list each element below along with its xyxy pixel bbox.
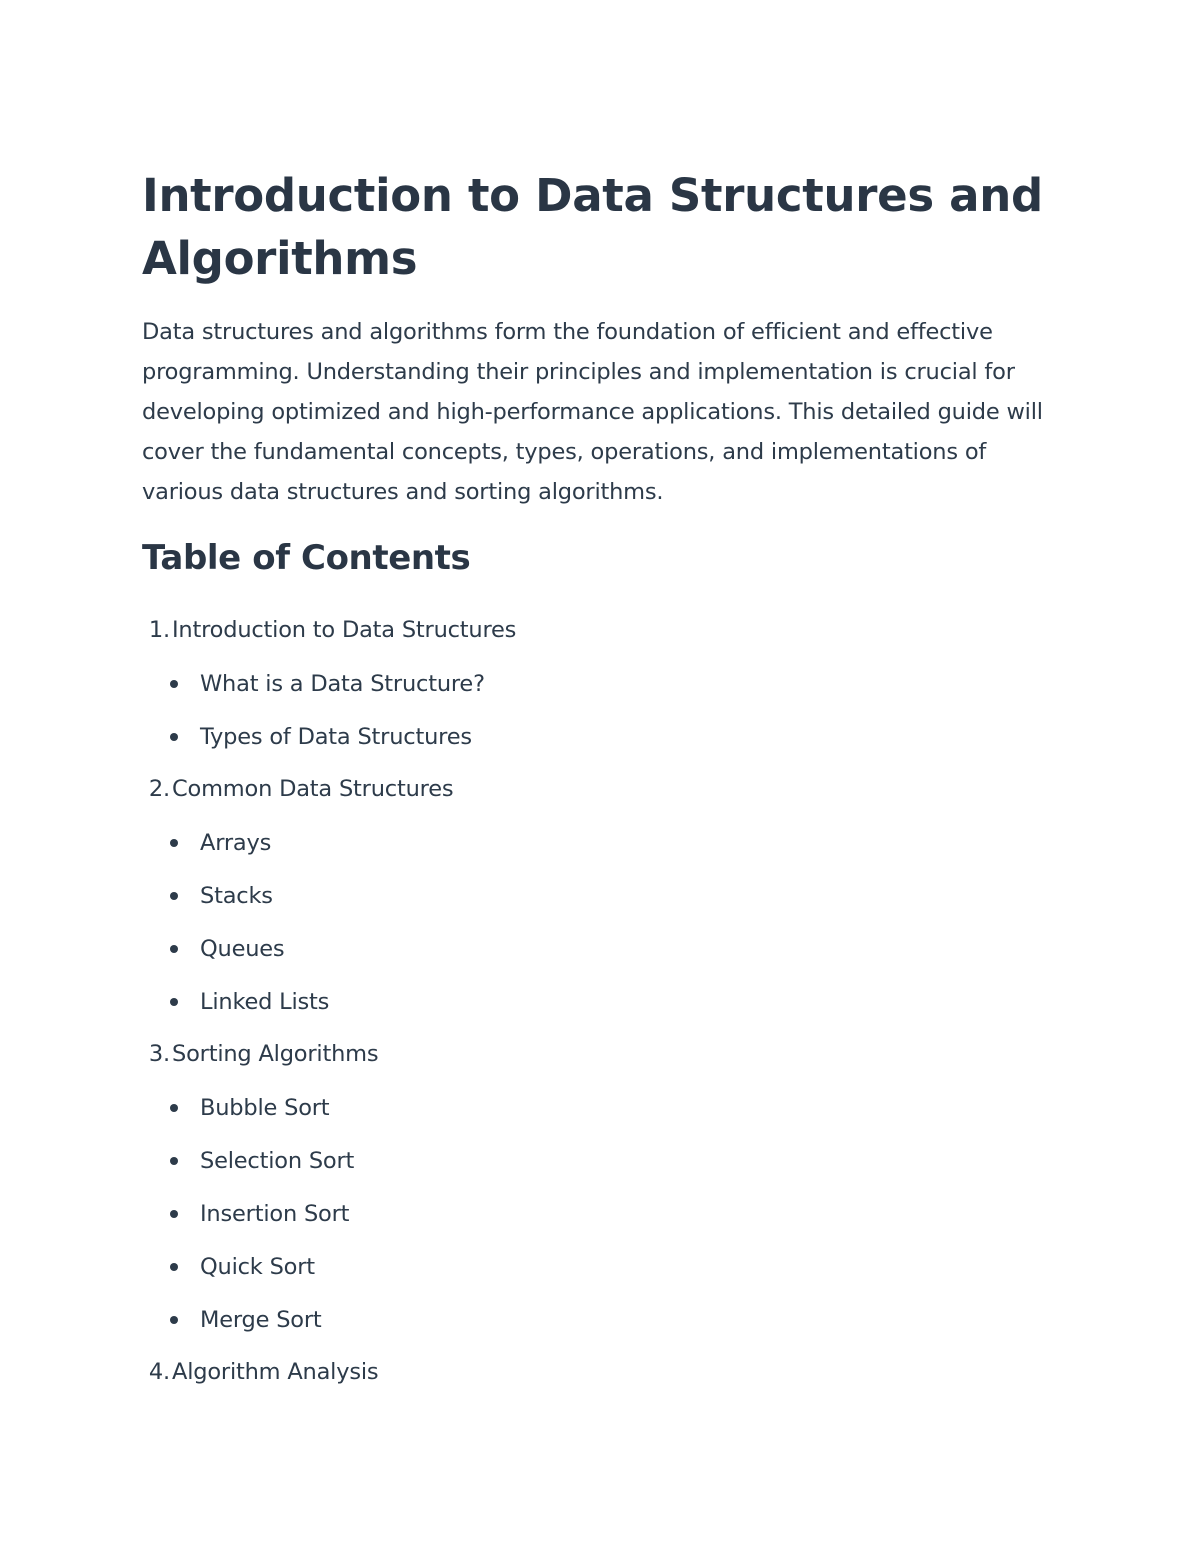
bullet-icon — [170, 1104, 178, 1112]
bullet-icon — [170, 733, 178, 741]
toc-section — [142, 1346, 1072, 1399]
toc-subsection-label: Types of Data Structures — [200, 723, 472, 750]
toc-subsection-label: Stacks — [200, 882, 273, 909]
toc-subsection-label: Quick Sort — [200, 1253, 315, 1280]
toc-subsection-item[interactable] — [142, 869, 1072, 922]
toc-section — [142, 1028, 1072, 1346]
toc-subsection-item[interactable] — [142, 1081, 1072, 1134]
toc-subsection-list — [142, 816, 1072, 1028]
toc-subsection-item[interactable] — [142, 975, 1072, 1028]
toc-subsection-label: Selection Sort — [200, 1147, 355, 1174]
bullet-icon — [170, 892, 178, 900]
bullet-icon — [170, 1316, 178, 1324]
intro-paragraph: Data structures and algorithms form the foundation of efficient and effective programming. Understanding their principles and implementation is crucial for developing optimized and high-performance applications. This detailed guide will cover the fundamental concepts, types, operations, and implementations of various data structures and sorting algorithms. — [142, 319, 1043, 505]
bullet-icon — [170, 680, 178, 688]
toc-subsection-label: What is a Data Structure? — [200, 670, 485, 697]
toc-subsection-label: Bubble Sort — [200, 1094, 330, 1121]
toc-section-label: Algorithm Analysis — [172, 1359, 379, 1385]
toc-subsection-item[interactable] — [142, 1187, 1072, 1240]
bullet-icon — [170, 945, 178, 953]
toc-section-line[interactable] — [142, 1346, 1072, 1399]
toc-subsection-item[interactable] — [142, 816, 1072, 869]
toc-subsection-item[interactable] — [142, 657, 1072, 710]
bullet-icon — [170, 1263, 178, 1271]
toc-section-label: Sorting Algorithms — [172, 1041, 379, 1067]
toc-section-number: 1. — [148, 617, 170, 643]
document-title: Introduction to Data Structures and Algorithms — [142, 169, 1043, 285]
toc-section-line[interactable] — [142, 1028, 1072, 1081]
bullet-icon — [170, 998, 178, 1006]
toc-subsection-label: Queues — [200, 935, 285, 962]
table-of-contents — [142, 604, 1072, 1399]
toc-heading: Table of Contents — [142, 538, 471, 578]
toc-section-number: 2. — [148, 776, 170, 802]
toc-subsection-list — [142, 657, 1072, 763]
toc-section — [142, 604, 1072, 763]
bullet-icon — [170, 1157, 178, 1165]
toc-section — [142, 763, 1072, 1028]
toc-subsection-item[interactable] — [142, 1240, 1072, 1293]
toc-subsection-label: Arrays — [200, 829, 272, 856]
toc-section-number: 4. — [148, 1359, 170, 1385]
toc-subsection-item[interactable] — [142, 1134, 1072, 1187]
bullet-icon — [170, 839, 178, 847]
document-page — [142, 164, 1072, 1399]
toc-section-label: Introduction to Data Structures — [172, 617, 517, 643]
bullet-icon — [170, 1210, 178, 1218]
toc-subsection-label: Linked Lists — [200, 988, 330, 1015]
toc-section-label: Common Data Structures — [172, 776, 454, 802]
toc-section-number: 3. — [148, 1041, 170, 1067]
toc-subsection-label: Insertion Sort — [200, 1200, 350, 1227]
toc-section-line[interactable] — [142, 604, 1072, 657]
toc-subsection-item[interactable] — [142, 922, 1072, 975]
toc-subsection-label: Merge Sort — [200, 1306, 322, 1333]
toc-section-line[interactable] — [142, 763, 1072, 816]
toc-subsection-list — [142, 1081, 1072, 1346]
toc-subsection-item[interactable] — [142, 710, 1072, 763]
toc-subsection-item[interactable] — [142, 1293, 1072, 1346]
